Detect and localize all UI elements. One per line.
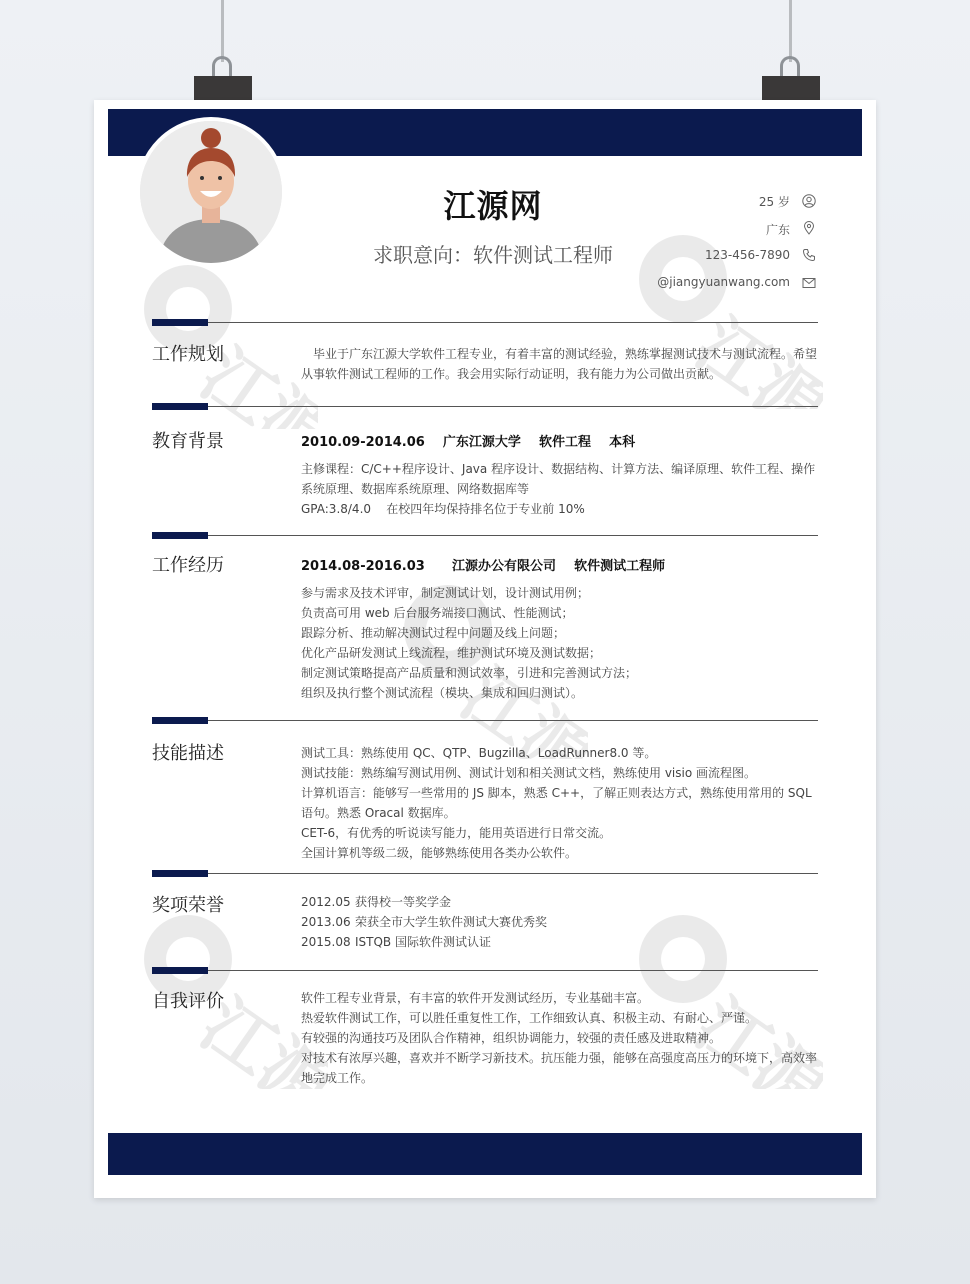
award-year: 2015.08 [301,935,351,949]
section-marker [152,403,208,410]
awards-list [301,892,821,952]
email-text: @jiangyuanwang.com [657,275,790,289]
job-intent: 求职意向：软件测试工程师 [373,243,613,267]
list-item: 跟踪分析、推动解决测试过程中问题及线上问题； [301,626,566,640]
list-item [301,932,821,952]
watermark-text: 江源 [446,653,588,759]
list-item: 测试技能：熟练编写测试用例、测试计划和相关测试文档，熟练使用 visio 画流程图。 [301,766,756,780]
section-title-plan: 工作规划 [152,344,224,365]
education-gpa: GPA:3.8/4.0 在校四年均保持排名位于专业前 10% [301,502,585,516]
list-item [301,892,821,912]
education-heading: 2010.09-2014.06 广东江源大学 软件工程 本科 [301,435,636,450]
list-item: 组织及执行整个测试流程（模块、集成和回归测试）。 [301,686,584,700]
mail-icon [802,276,816,290]
work-duties-list [301,583,821,703]
skills-list [301,743,821,863]
section-divider [208,720,818,721]
education-courses: 主修课程：C/C++程序设计、Java 程序设计、数据结构、计算方法、编译原理、软件工程、操作系统原理、数据库系统原理、网络数据库等 [301,462,816,496]
watermark-text: 江源 [681,983,823,1089]
list-item: 软件工程专业背景，有丰富的软件开发测试经历，专业基础丰富。 [301,991,650,1005]
section-title-education: 教育背景 [152,431,224,452]
right-hanging-string [789,0,792,62]
person-icon [802,194,816,208]
section-title-skills: 技能描述 [152,743,224,764]
self-evaluation-list [301,988,821,1088]
list-item: 对技术有浓厚兴趣，喜欢并不断学习新技术。抗压能力强，能够在高强度高压力的环境下，高效率地完成工作。 [301,1051,818,1085]
profile-photo [136,117,286,267]
section-marker [152,870,208,877]
section-marker [152,967,208,974]
section-divider [208,970,818,971]
watermark-text: 江源 [186,333,318,429]
list-item: CET-6，有优秀的听说读写能力，能用英语进行日常交流。 [301,826,612,840]
award-year: 2013.06 [301,915,351,929]
left-hanging-string [221,0,224,62]
phone-text: 123-456-7890 [704,248,790,262]
location-text: 广东 [765,223,790,237]
list-item: 全国计算机等级二级，能够熟练使用各类办公软件。 [301,846,578,860]
list-item: 负责高可用 web 后台服务端接口测试、性能测试； [301,606,574,620]
list-item: 有较强的沟通技巧及团队合作精神，组织协调能力，较强的责任感及进取精神。 [301,1031,722,1045]
list-item: 制定测试策略提高产品质量和测试效率，引进和完善测试方法； [301,666,638,680]
section-title-self: 自我评价 [152,991,224,1012]
right-clip-wire [780,56,800,78]
list-item: 优化产品研发测试上线流程，维护测试环境及测试数据； [301,646,602,660]
age-text: 25 岁 [758,195,790,209]
resume-paper [94,100,876,1198]
section-marker [152,532,208,539]
plan-text: 毕业于广东江源大学软件工程专业，有着丰富的测试经验，熟练掌握测试技术与测试流程。希望从事软件测试工程师的工作。我会用实际行动证明，我有能力为公司做出贡献。 [301,347,818,381]
resume-page [108,109,862,1175]
watermark-text: 江源 [186,983,328,1089]
location-pin-icon [802,221,816,235]
section-title-awards: 奖项荣誉 [152,895,224,916]
candidate-name: 江源网 [443,187,543,225]
left-clip-wire [212,56,232,78]
watermark-text: 江源 [681,303,823,409]
award-text: 获得校一等奖学金 [355,895,452,909]
list-item [301,912,821,932]
section-marker [152,319,208,326]
award-text: ISTQB 国际软件测试认证 [355,935,491,949]
footer-band [108,1133,862,1175]
section-divider [208,535,818,536]
work-heading: 2014.08-2016.03 江源办公有限公司 软件测试工程师 [301,559,666,574]
section-divider [208,406,818,407]
section-marker [152,717,208,724]
list-item: 计算机语言：能够写一些常用的 JS 脚本，熟悉 C++，了解正则表达方式，熟练使用常用的 SQL 语句。熟悉 Oracal 数据库。 [301,786,812,820]
section-divider [208,873,818,874]
award-text: 荣获全市大学生软件测试大赛优秀奖 [355,915,548,929]
phone-icon [802,248,816,262]
list-item: 热爱软件测试工作，可以胜任重复性工作，工作细致认真、积极主动、有耐心、严谨。 [301,1011,758,1025]
section-title-work: 工作经历 [152,555,224,576]
list-item: 测试工具：熟练使用 QC、QTP、Bugzilla、LoadRunner8.0 等。 [301,746,657,760]
award-year: 2012.05 [301,895,351,909]
list-item: 参与需求及技术评审，制定测试计划，设计测试用例； [301,586,590,600]
section-divider [208,322,818,323]
